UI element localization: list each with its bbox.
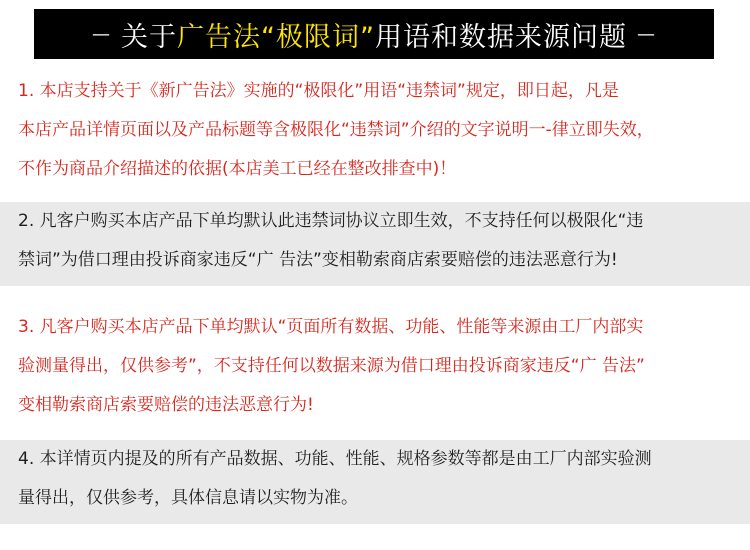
banner-text-extreme-words: “极限词” [261,21,375,53]
notice-1-line-2: 本店产品详情页面以及产品标题等含极限化“违禁词”介绍的文字说明一-律立即失效， [18,120,654,140]
banner-text-about: 关于 [121,21,177,53]
notice-section-1 [0,72,750,192]
notice-1-line-3: 不作为商品介绍描述的依据(本店美工已经在整改排查中)！ [18,159,457,179]
banner-text-ad-law: 广告法 [177,21,261,53]
notice-3-line-1: 3. 凡客户购买本店产品下单均默认“页面所有数据、功能、性能等来源由工厂内部实 [18,317,644,337]
notice-2-line-2: 禁词”为借口理由投诉商家违反“广 告法”变相勒索商店索要赔偿的违法恶意行为! [18,250,618,270]
banner-dash-right: — [636,23,656,45]
notice-1-line-1: 1. 本店支持关于《新广告法》实施的“极限化”用语“违禁词”规定，即日起，凡是 [18,81,619,101]
notice-4-line-1: 4. 本详情页内提及的所有产品数据、功能、性能、规格参数等都是由工厂内部实验测 [18,449,652,469]
notice-2-line-1: 2. 凡客户购买本店产品下单均默认此违禁词协议立即生效，不支持任何以极限化“违 [18,211,644,231]
notice-3-line-2: 验测量得出，仅供参考”，不支持任何以数据来源为借口理由投诉商家违反“广 告法” [18,356,645,376]
notice-section-2 [0,202,750,286]
notice-section-3 [0,308,750,430]
notice-section-4 [0,440,750,524]
banner-text-usage-and-data: 用语和数据来源问题 [374,21,627,53]
notice-4-line-2: 量得出，仅供参考，具体信息请以实物为准。 [18,488,358,508]
notice-3-line-3: 变相勒索商店索要赔偿的违法恶意行为! [18,395,314,415]
banner-dash-left: — [92,23,111,45]
title-banner [34,9,714,59]
